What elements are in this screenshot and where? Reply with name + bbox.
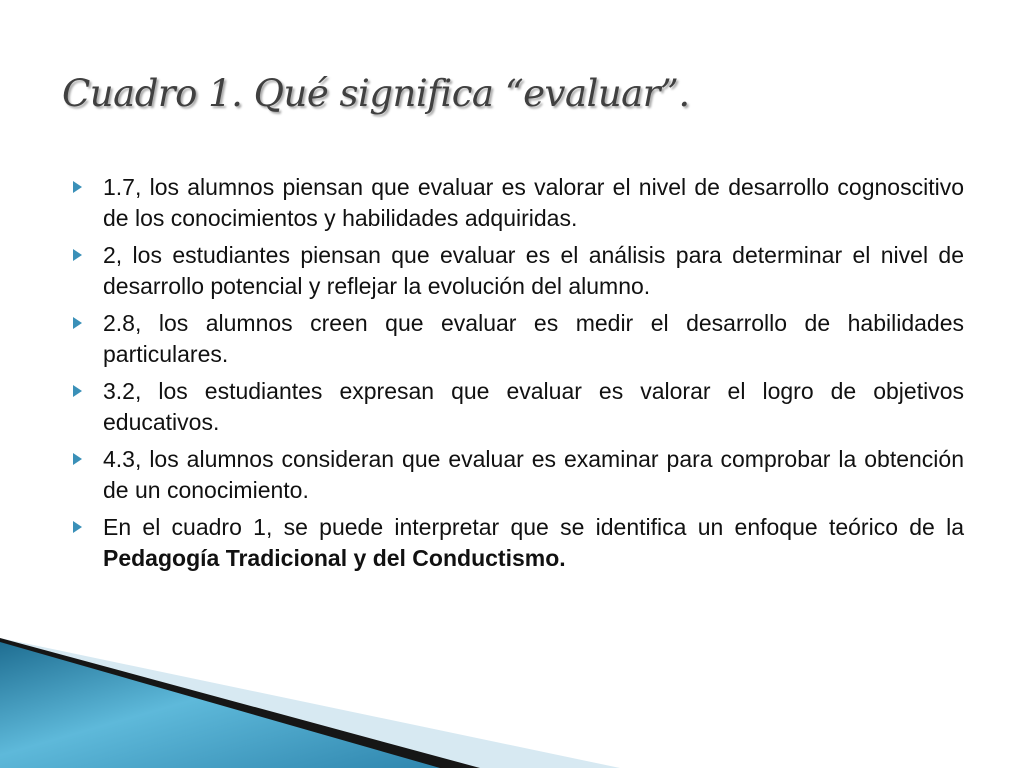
list-item	[72, 444, 964, 506]
list-item	[72, 240, 964, 302]
triangle-right-icon	[72, 172, 103, 193]
triangle-right-icon	[72, 512, 103, 533]
bullet-text-regular: En el cuadro 1, se puede interpretar que se identifica un enfoque teórico de la	[103, 514, 964, 540]
list-item	[72, 308, 964, 370]
list-item	[72, 172, 964, 234]
bullet-text: 4.3, los alumnos consideran que evaluar es examinar para comprobar la obtención de un conocimiento.	[103, 446, 964, 503]
bullet-text: 2, los estudiantes piensan que evaluar es el análisis para determinar el nivel de desarrollo potencial y reflejar la evolución del alumno.	[103, 242, 964, 299]
bullet-text: 2.8, los alumnos creen que evaluar es medir el desarrollo de habilidades particulares.	[103, 310, 964, 367]
page-title: Cuadro 1. Qué significa “evaluar”.	[62, 72, 690, 115]
list-item	[72, 376, 964, 438]
bullet-list	[72, 172, 964, 580]
bullet-text-bold: Pedagogía Tradicional y del Conductismo.	[103, 545, 566, 571]
triangle-right-icon	[72, 376, 103, 397]
bullet-text: 1.7, los alumnos piensan que evaluar es valorar el nivel de desarrollo cognoscitivo de los conocimientos y habilidades adquiridas.	[103, 174, 964, 231]
bullet-text	[103, 512, 964, 574]
triangle-right-icon	[72, 308, 103, 329]
list-item	[72, 512, 964, 574]
bullet-text: 3.2, los estudiantes expresan que evaluar es valorar el logro de objetivos educativos.	[103, 378, 964, 435]
triangle-right-icon	[72, 444, 103, 465]
triangle-right-icon	[72, 240, 103, 261]
corner-decoration	[0, 638, 620, 768]
